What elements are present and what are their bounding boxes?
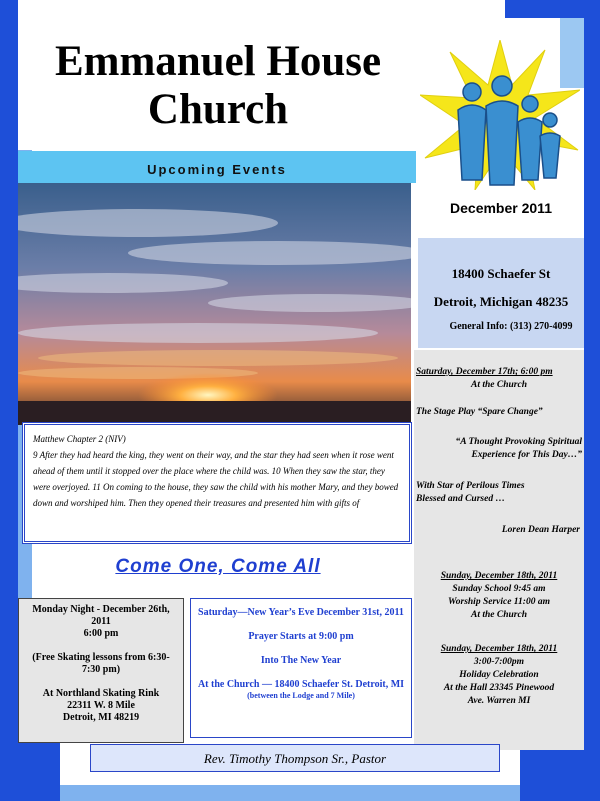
event-1-star-2: Blessed and Cursed … — [416, 494, 505, 504]
event-1-author: Loren Dean Harper — [501, 525, 580, 535]
frame-left-dark — [0, 0, 18, 801]
skate-line-5: 7:30 pm) — [81, 664, 121, 675]
nye-line-3: Into The New Year — [260, 655, 342, 666]
address-phone: General Info: (313) 270-4099 — [449, 321, 573, 332]
address-box — [418, 238, 584, 348]
skate-line-6: At Northland Skating Rink — [42, 688, 160, 699]
event-2-line-1: Sunday School 9:45 am — [452, 584, 546, 594]
address-street: 18400 Schaefer St — [451, 266, 551, 281]
come-all-text: Come One, Come All — [115, 556, 321, 577]
scripture-reference: Matthew Chapter 2 (NIV) — [33, 434, 126, 444]
nye-line-1: Saturday—New Year’s Eve December 31st, 2011 — [198, 607, 404, 618]
frame-bottom-mid — [60, 785, 560, 801]
nye-line-2: Prayer Starts at 9:00 pm — [248, 631, 354, 642]
skate-line-8: Detroit, MI 48219 — [62, 712, 140, 723]
nye-line-5: (between the Lodge and 7 Mile) — [247, 691, 355, 700]
skate-line-2: 2011 — [91, 616, 111, 627]
event-2-line-3: At the Church — [471, 610, 527, 620]
pastor-banner: Rev. Timothy Thompson Sr., Pastor — [90, 744, 500, 772]
issue-date: December 2011 — [450, 200, 552, 216]
title-line-1: Emmanuel House — [54, 38, 382, 85]
skate-line-1: Monday Night - December 26th, — [32, 604, 170, 615]
frame-bottom-left — [0, 740, 60, 801]
family-star-logo-icon — [420, 40, 580, 190]
scripture-box — [22, 422, 412, 544]
page-title — [18, 38, 418, 134]
skate-line-4: (Free Skating lessons from 6:30- — [32, 652, 170, 663]
event-2-line-2: Worship Service 11:00 am — [448, 597, 550, 607]
frame-right-dark — [584, 0, 600, 801]
event-1-date: Saturday, December 17th; 6:00 pm — [416, 367, 553, 377]
title-line-2: Church — [147, 86, 289, 133]
skate-line-3: 6:00 pm — [83, 628, 119, 639]
event-1-star-1: With Star of Perilous Times — [416, 481, 525, 491]
event-3-line-4: Ave. Warren MI — [467, 696, 531, 706]
event-1-location: At the Church — [471, 380, 527, 390]
address-city: Detroit, Michigan 48235 — [433, 294, 569, 309]
event-1-quote-2: Experience for This Day…” — [471, 450, 582, 460]
event-3-line-2: Holiday Celebration — [459, 670, 539, 680]
sunset-photo — [18, 183, 411, 425]
events-column — [414, 350, 584, 750]
event-3-line-1: 3:00-7:00pm — [473, 657, 525, 667]
upcoming-events-banner: Upcoming Events — [18, 151, 416, 183]
event-1-play: The Stage Play “Spare Change” — [416, 407, 543, 417]
scripture-text: 9 After they had heard the king, they went on their way, and the star they had seen when it rose went ahead of them until it stopped over the place where the child was. 10 When they saw the star, they were overjoyed. 11 On coming to the house, they saw the child with his mother Mary, and they bowed down and worshiped him. Then they opened their treasures and presented him with gifts of — [33, 450, 399, 508]
event-3-line-3: At the Hall 23345 Pinewood — [443, 683, 555, 693]
nye-line-4: At the Church — 18400 Schaefer St. Detroit, MI — [197, 679, 405, 690]
event-3-date: Sunday, December 18th, 2011 — [440, 644, 558, 654]
new-years-eve-box — [190, 598, 412, 738]
skating-event-box — [18, 598, 184, 743]
event-1-quote-1: “A Thought Provoking Spiritual — [455, 437, 582, 447]
event-2-date: Sunday, December 18th, 2011 — [440, 571, 558, 581]
skate-line-7: 22311 W. 8 Mile — [67, 700, 135, 711]
come-one-come-all-heading — [18, 556, 418, 578]
